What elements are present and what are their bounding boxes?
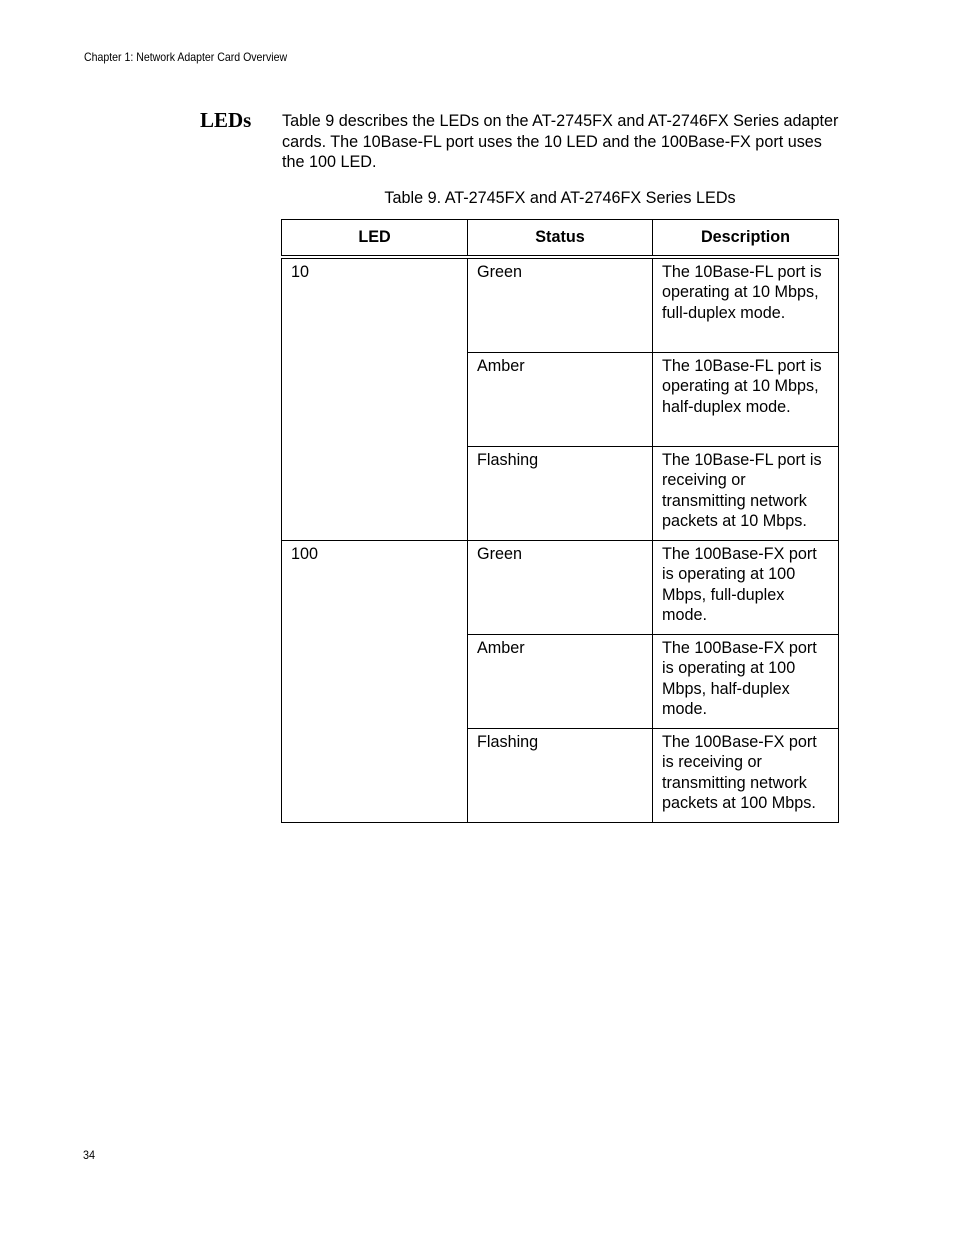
- page-number: 34: [83, 1148, 96, 1162]
- table-header-row: [282, 220, 839, 258]
- status-cell: Flashing: [468, 729, 653, 823]
- description-cell: The 100Base-FX port is operating at 100 Mbps, half-duplex mode.: [653, 635, 839, 729]
- led-cell: 100: [282, 541, 468, 823]
- status-cell: Green: [468, 541, 653, 635]
- column-header-description: Description: [653, 220, 839, 258]
- status-cell: Flashing: [468, 447, 653, 541]
- description-cell: The 10Base-FL port is operating at 10 Mbps, half-duplex mode.: [653, 353, 839, 447]
- led-cell: 10: [282, 257, 468, 541]
- table-caption: Table 9. AT-2745FX and AT-2746FX Series LEDs: [384, 189, 736, 207]
- leds-table: [281, 219, 839, 823]
- column-header-status: Status: [468, 220, 653, 258]
- table-row: [282, 541, 839, 635]
- status-cell: Green: [468, 257, 653, 353]
- column-header-led: LED: [282, 220, 468, 258]
- section-heading: LEDs: [200, 108, 252, 132]
- running-header: Chapter 1: Network Adapter Card Overview: [84, 50, 288, 64]
- description-cell: The 10Base-FL port is receiving or transmitting network packets at 10 Mbps.: [653, 447, 839, 541]
- status-cell: Amber: [468, 353, 653, 447]
- status-cell: Amber: [468, 635, 653, 729]
- description-cell: The 10Base-FL port is operating at 10 Mbps, full-duplex mode.: [653, 257, 839, 353]
- table-row: [282, 257, 839, 353]
- intro-paragraph: Table 9 describes the LEDs on the AT-2745FX and AT-2746FX Series adapter cards. The 10Base-FL port uses the 10 LED and the 100Base-FX port uses the 100 LED.: [282, 112, 839, 172]
- description-cell: The 100Base-FX port is operating at 100 Mbps, full-duplex mode.: [653, 541, 839, 635]
- description-cell: The 100Base-FX port is receiving or transmitting network packets at 100 Mbps.: [653, 729, 839, 823]
